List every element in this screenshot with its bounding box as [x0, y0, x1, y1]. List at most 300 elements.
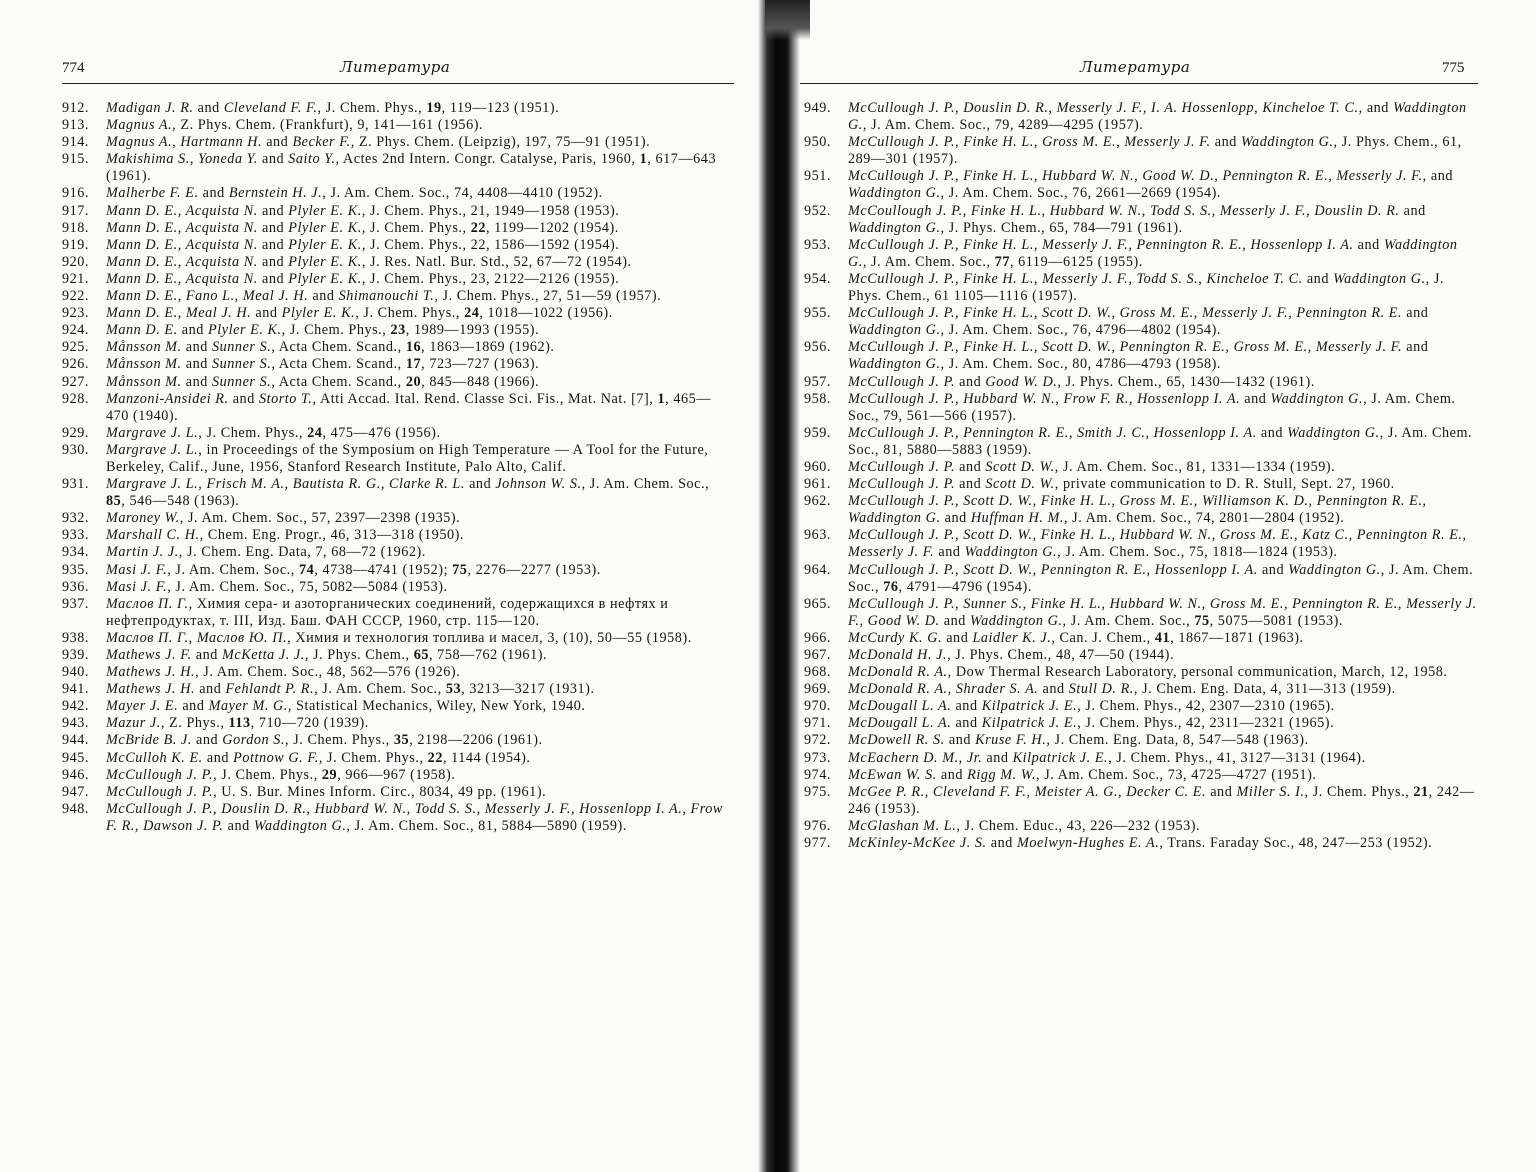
right-page [770, 0, 1536, 1172]
reference-authors: Plyler E. K. [288, 219, 362, 236]
reference-entry [62, 750, 730, 767]
reference-text: , J. Chem. Eng. Data, 7, 68—72 (1962). [178, 544, 426, 561]
reference-text: , J. Am. Chem. Soc., 76, 2661—2669 (1954). [940, 185, 1221, 202]
reference-authors: Mann D. E. [106, 322, 178, 339]
reference-number: 976. [804, 817, 832, 834]
reference-text: , Dow Thermal Research Laboratory, personal communication, March, 12, 1958. [947, 664, 1448, 681]
reference-authors: Sunner S. [212, 356, 272, 373]
reference-number: 925. [62, 339, 90, 356]
reference-text: , J. Am. Chem. Soc., 75, 5082—5084 (1953). [167, 578, 448, 595]
reference-authors: Kruse F. H. [975, 732, 1047, 749]
reference-authors: Mayer M. G. [208, 698, 288, 715]
reference-text: , J. Am. Chem. Soc., [581, 476, 710, 493]
reference-text: , 966—967 (1958). [337, 766, 456, 783]
reference-authors: Moelwyn-Hughes E. A. [1016, 835, 1160, 852]
reference-authors: McCullough J. P., Scott D. W., Finke H. L., Gross M. E., Williamson K. D., Pennington R. E., Waddington G. [848, 493, 1427, 527]
reference-volume: 22 [427, 749, 443, 766]
reference-text: , J. Phys. Chem., 65, 1430—1432 (1961). [1057, 373, 1315, 390]
reference-volume: 22 [470, 219, 486, 236]
reference-number: 918. [62, 219, 90, 236]
reference-entry [804, 425, 1480, 459]
reference-text: and [939, 612, 970, 629]
reference-number: 957. [804, 373, 832, 390]
reference-text: and [1353, 236, 1384, 253]
reference-text: , Z. Phys. Chem. (Leipzig), 197, 75—91 (1951). [350, 134, 651, 151]
reference-authors: Waddington G. [848, 185, 941, 202]
reference-text: , J. Chem. Phys., 27, 51—59 (1957). [434, 288, 662, 305]
reference-number: 975. [804, 783, 832, 800]
reference-volume: 24 [307, 424, 323, 441]
reference-text: , J. Chem. Educ., 43, 226—232 (1953). [956, 817, 1201, 834]
reference-authors: McCullough J. P., Douslin D. R., Hubbard W. N., Todd S. S., Messerly J. F., Hossenlopp I. A., Frow F. R., Dawson J. P. [106, 800, 723, 834]
reference-number: 936. [62, 578, 90, 595]
reference-number: 953. [804, 236, 832, 253]
reference-number: 965. [804, 595, 832, 612]
reference-authors: Rigg M. W. [967, 766, 1036, 783]
reference-entry [62, 322, 730, 339]
reference-text: , 1018—1022 (1956). [479, 305, 613, 322]
reference-number: 916. [62, 185, 90, 202]
reference-authors: Cleveland F. F. [223, 100, 318, 116]
reference-text: and [1402, 339, 1429, 356]
reference-text: , 710—720 (1939). [250, 715, 369, 732]
reference-number: 971. [804, 715, 832, 732]
reference-text: , J. Am. Chem. Soc., [314, 681, 446, 698]
reference-volume: 53 [445, 681, 462, 698]
reference-entry [62, 630, 730, 647]
reference-text: , 758—762 (1961). [428, 647, 548, 663]
reference-entry [62, 596, 730, 630]
reference-authors: Malherbe F. E. [106, 185, 199, 202]
reference-text: and [464, 476, 496, 493]
reference-text: , 1144 (1954). [442, 749, 531, 766]
reference-text: and [1038, 681, 1069, 698]
reference-entry [804, 100, 1480, 134]
reference-text: and [955, 373, 986, 390]
reference-entry [804, 596, 1480, 630]
reference-entry [62, 579, 730, 596]
reference-text: , J. Am. Chem. Soc., 48, 562—576 (1926). [195, 664, 461, 681]
reference-text: , Acta Chem. Scand., [271, 356, 406, 373]
reference-text: , J. Am. Chem. Soc., 74, 2801—2804 (1952). [1063, 510, 1345, 527]
reference-text: , J. Am. Chem. Soc., 74, 4408—4410 (1952). [322, 185, 603, 202]
reference-number: 970. [804, 698, 832, 715]
book-binding-shadow [765, 0, 810, 40]
reference-number: 972. [804, 732, 832, 749]
reference-number: 960. [804, 458, 832, 475]
reference-entry [62, 442, 730, 476]
reference-volume: 85 [106, 493, 122, 510]
reference-text: , 242—246 (1953). [848, 783, 1475, 817]
reference-text: , U. S. Bur. Mines Inform. Circ., 8034, 49 pp. (1961). [213, 783, 547, 800]
reference-text: , 1199—1202 (1954). [485, 219, 619, 236]
reference-entry [62, 698, 730, 715]
reference-text: , 617—643 (1961). [106, 151, 717, 185]
reference-entry [804, 818, 1480, 835]
reference-volume: 74 [298, 561, 315, 578]
reference-authors: McCurdy K. G. [848, 629, 943, 646]
reference-authors: Johnson W. S. [495, 476, 582, 493]
reference-text: and [951, 698, 982, 715]
reference-authors: Kilpatrick J. E. [1012, 749, 1109, 766]
reference-authors: McCullough J. P., Finke H. L., Scott D. W., Gross M. E., Messerly J. F., Pennington R. E. [848, 305, 1403, 322]
reference-text: and [955, 476, 986, 493]
reference-authors: Mann D. E., Acquista N. [106, 219, 258, 236]
reference-entry [62, 356, 730, 373]
reference-number: 949. [804, 100, 832, 116]
reference-entry [62, 562, 730, 579]
reference-authors: Waddington G. [848, 322, 941, 339]
reference-text: , private communication to D. R. Stull, Sept. 27, 1960. [1054, 476, 1395, 493]
reference-text: and [986, 835, 1017, 852]
reference-entry [804, 203, 1480, 237]
reference-entry [804, 476, 1480, 493]
reference-authors: Maroney W. [106, 510, 180, 527]
reference-volume: 65 [413, 647, 429, 663]
reference-number: 915. [62, 151, 90, 168]
reference-entry [62, 185, 730, 202]
reference-entry [804, 271, 1480, 305]
reference-authors: Waddington G. [848, 356, 941, 373]
reference-entry [804, 647, 1480, 664]
reference-text: and [262, 134, 293, 151]
reference-text: , 1989—1993 (1955). [405, 322, 540, 339]
reference-authors: Scott D. W. [985, 476, 1055, 493]
reference-authors: Plyler E. K. [281, 305, 356, 322]
reference-authors: Magnus A. [106, 117, 173, 134]
reference-entry [62, 254, 730, 271]
reference-text: , J. Chem. Phys., [281, 322, 391, 339]
reference-number: 929. [62, 424, 90, 441]
reference-authors: Marshall C. H. [106, 527, 200, 544]
reference-authors: Storto T. [258, 390, 313, 407]
reference-number: 927. [62, 373, 90, 390]
reference-text: , Chem. Eng. Progr., 46, 313—318 (1950). [199, 527, 464, 544]
reference-text: , 2198—2206 (1961). [409, 732, 543, 749]
reference-text: and [257, 202, 289, 219]
reference-authors: McCullough J. P., Scott D. W., Pennington R. E., Hossenlopp I. A. [848, 561, 1258, 578]
reference-entry [62, 476, 730, 510]
reference-text: and [257, 151, 289, 168]
reference-text: , Statistical Mechanics, Wiley, New York, 1940. [287, 698, 586, 715]
reference-authors: Waddington G. [1240, 134, 1334, 151]
reference-text: , J. Chem. Phys., 41, 3127—3131 (1964). [1108, 749, 1366, 766]
reference-text: , J. Chem. Phys., 21, 1949—1958 (1953). [361, 202, 620, 219]
reference-text: , 2276—2277 (1953). [467, 561, 601, 578]
reference-authors: McCullough J. P., Finke H. L., Messerly J. F., Pennington R. E., Hossenlopp I. A. [848, 236, 1354, 253]
reference-number: 940. [62, 664, 90, 681]
reference-authors: McDonald H. J. [848, 647, 948, 663]
reference-authors: McKinley-McKee J. S. [848, 835, 987, 852]
reference-text: , 119—123 (1951). [441, 100, 560, 116]
reference-authors: McDougall L. A. [848, 698, 952, 715]
reference-text: , J. Am. Chem. Soc., 81, 1331—1334 (1959). [1054, 458, 1336, 475]
reference-authors: McKetta J. J. [222, 647, 305, 663]
reference-number: 933. [62, 527, 90, 544]
reference-text: , Acta Chem. Scand., [271, 373, 406, 390]
reference-text: , 4738—4741 (1952); [314, 561, 453, 578]
reference-authors: Fehlandt P. R. [225, 681, 315, 698]
reference-text: , Atti Accad. Ital. Rend. Classe Sci. Fis., Mat. Nat. [7], [312, 390, 658, 407]
reference-number: 931. [62, 476, 90, 493]
reference-text: , J. Chem. Eng. Data, 4, 311—313 (1959). [1133, 681, 1396, 698]
reference-number: 942. [62, 698, 90, 715]
reference-volume: 19 [426, 100, 442, 116]
reference-text: and [177, 322, 209, 339]
reference-text: and [195, 681, 226, 698]
reference-number: 946. [62, 766, 90, 783]
reference-authors: Månsson M. [106, 356, 182, 373]
reference-text: , 845—848 (1966). [421, 373, 540, 390]
reference-authors: Waddington G. [970, 612, 1063, 629]
reference-entry [62, 732, 730, 749]
reference-authors: Masi J. F. [106, 561, 168, 578]
reference-authors: Маслов П. Г., Маслов Ю. П. [106, 629, 288, 646]
reference-number: 938. [62, 629, 90, 646]
reference-entry [804, 835, 1480, 852]
reference-entry [62, 271, 730, 288]
reference-authors: McCulloh K. E. [106, 749, 203, 766]
reference-authors: Margrave J. L. [106, 441, 199, 458]
reference-text: , J. Chem. Eng. Data, 8, 547—548 (1963). [1046, 732, 1309, 749]
reference-text: and [940, 510, 971, 527]
reference-number: 945. [62, 749, 90, 766]
reference-authors: Pottnow G. F. [233, 749, 319, 766]
reference-entry [804, 767, 1480, 784]
reference-text: and [257, 253, 289, 270]
reference-entry [804, 493, 1480, 527]
reference-text: , Химия и технология топлива и масел, 3, (10), 50—55 (1958). [287, 629, 692, 646]
reference-number: 928. [62, 390, 90, 407]
reference-text: and [191, 647, 223, 663]
reference-authors: Sunner S. [212, 373, 272, 390]
reference-authors: Маслов П. Г. [106, 595, 189, 612]
reference-authors: Plyler E. K. [288, 202, 362, 219]
reference-authors: McCoullough J. P., Finke H. L., Hubbard W. N., Todd S. S., Messerly J. F., Douslin D. R. [848, 202, 1400, 219]
reference-volume: 23 [390, 322, 406, 339]
reference-authors: Stull D. R. [1068, 681, 1134, 698]
reference-text: and [1240, 390, 1271, 407]
reference-authors: Mathews J. F. [106, 647, 192, 663]
reference-entry [804, 339, 1480, 373]
reference-number: 968. [804, 664, 832, 681]
reference-entry [804, 681, 1480, 698]
reference-text: , J. Chem. Phys., [318, 749, 428, 766]
reference-number: 917. [62, 202, 90, 219]
reference-number: 947. [62, 783, 90, 800]
reference-text: , J. Am. Chem. Soc., 81, 5880—5883 (1959). [848, 424, 1473, 458]
reference-authors: Huffman H. M. [970, 510, 1064, 527]
reference-text: , J. Am. Chem. Soc., 81, 5884—5890 (1959). [346, 817, 627, 834]
reference-text: and [181, 339, 212, 356]
reference-text: and [181, 356, 212, 373]
left-header-rule [62, 83, 734, 84]
reference-number: 923. [62, 305, 90, 322]
reference-text: and [181, 373, 212, 390]
reference-volume: 20 [405, 373, 422, 390]
reference-text: and [202, 749, 234, 766]
reference-authors: Mazur J. [106, 715, 161, 732]
reference-number: 961. [804, 476, 832, 493]
reference-number: 950. [804, 134, 832, 151]
reference-authors: Margrave J. L. [106, 424, 199, 441]
reference-authors: Waddington G. [1288, 561, 1381, 578]
book-binding-gutter [758, 0, 800, 1172]
reference-authors: Madigan J. R. [106, 100, 194, 116]
reference-authors: Miller S. I. [1236, 783, 1305, 800]
reference-text: , J. Am. Chem. Soc., 79, 561—566 (1957). [848, 390, 1456, 424]
left-running-head: Литература [340, 58, 451, 76]
reference-entry [62, 339, 730, 356]
reference-text: , J. Chem. Phys., [213, 766, 322, 783]
reference-text: and [257, 270, 289, 287]
reference-volume: 16 [405, 339, 422, 356]
reference-authors: Kilpatrick J. E. [981, 698, 1078, 715]
reference-authors: Waddington G. [1287, 424, 1380, 441]
reference-number: 944. [62, 732, 90, 749]
reference-text: and [1210, 134, 1241, 151]
reference-authors: McCullough J. P., Finke H. L., Scott D. W., Pennington R. E., Gross M. E., Messerly J. F. [848, 339, 1403, 356]
reference-entry [62, 100, 730, 117]
reference-text: and [257, 219, 289, 236]
reference-authors: McCullough J. P., Scott D. W., Finke H. L., Hubbard W. N., Gross M. E., Katz C., Pennington R. E., Messerly J. F. [848, 527, 1467, 561]
reference-entry [804, 750, 1480, 767]
reference-text: and [1257, 561, 1289, 578]
reference-text: , J. Chem. Phys., [198, 424, 308, 441]
reference-text: , J. Am. Chem. Soc., 79, 4289—4295 (1957). [862, 117, 1144, 134]
reference-number: 937. [62, 595, 90, 612]
reference-entry [804, 698, 1480, 715]
reference-authors: Månsson M. [106, 373, 182, 390]
reference-volume: 1 [639, 151, 648, 168]
reference-entry [62, 203, 730, 220]
reference-number: 966. [804, 629, 832, 646]
reference-number: 959. [804, 424, 832, 441]
reference-text: , 5075—5081 (1953). [1209, 612, 1344, 629]
reference-authors: McCullough J. P., Douslin D. R., Messerly J. F., I. A. Hossenlopp, Kincheloe T. C. [848, 100, 1359, 116]
reference-text: , 546—548 (1963). [121, 493, 240, 510]
reference-number: 951. [804, 168, 832, 185]
reference-authors: McDonald R. A. [848, 664, 948, 681]
reference-entry [804, 732, 1480, 749]
reference-number: 963. [804, 527, 832, 544]
reference-authors: Masi J. F. [106, 578, 168, 595]
reference-authors: Waddington G. [848, 100, 1467, 134]
reference-text: , J. Am. Chem. Soc., 76, 4796—4802 (1954). [940, 322, 1221, 339]
reference-number: 962. [804, 493, 832, 510]
reference-number: 964. [804, 561, 832, 578]
reference-authors: McCullough J. P. [106, 766, 214, 783]
reference-number: 914. [62, 134, 90, 151]
reference-text: and [1256, 424, 1288, 441]
reference-number: 969. [804, 681, 832, 698]
reference-authors: Gordon S. [222, 732, 286, 749]
reference-text: and [936, 766, 968, 783]
reference-number: 932. [62, 510, 90, 527]
reference-text: and [934, 544, 965, 561]
reference-authors: McDonald R. A., Shrader S. A. [848, 681, 1039, 698]
reference-authors: Plyler E. K. [208, 322, 282, 339]
reference-entry [62, 664, 730, 681]
reference-entry [62, 544, 730, 561]
reference-text: and [251, 305, 282, 322]
reference-authors: Becker F. [292, 134, 351, 151]
reference-number: 922. [62, 288, 90, 305]
reference-text: , J. Phys. Chem., [304, 647, 414, 663]
reference-number: 912. [62, 100, 90, 116]
reference-entry [804, 630, 1480, 647]
reference-text: and [223, 817, 254, 834]
reference-number: 974. [804, 766, 832, 783]
left-reference-list [62, 100, 730, 835]
reference-authors: McCullough J. P., Pennington R. E., Smith J. C., Hossenlopp I. A. [848, 424, 1257, 441]
reference-text: , J. Chem. Phys., 42, 2307—2310 (1965). [1077, 698, 1335, 715]
reference-number: 930. [62, 441, 90, 458]
reference-number: 920. [62, 253, 90, 270]
reference-text: , J. Am. Chem. Soc., 75, 1818—1824 (1953). [1057, 544, 1338, 561]
reference-authors: McCullough J. P., Finke H. L., Gross M. E., Messerly J. F. [848, 134, 1211, 151]
right-header-rule [800, 83, 1478, 84]
reference-text: and [951, 715, 982, 732]
reference-text: and [308, 288, 339, 305]
reference-volume: 29 [321, 766, 338, 783]
reference-authors: Margrave J. L., Frisch M. A., Bautista R. G., Clarke R. L. [106, 476, 465, 493]
reference-number: 967. [804, 647, 832, 663]
reference-entry [804, 664, 1480, 681]
reference-text: , 1867—1871 (1963). [1170, 629, 1304, 646]
reference-text: , J. Am. Chem. Soc., [848, 561, 1474, 595]
reference-entry [804, 715, 1480, 732]
right-page-number: 775 [1442, 60, 1465, 76]
reference-entry [804, 305, 1480, 339]
reference-text: , J. Am. Chem. Soc., [862, 253, 995, 270]
reference-authors: McGlashan M. L. [848, 817, 957, 834]
reference-entry [62, 647, 730, 664]
reference-authors: Makishima S., Yoneda Y. [106, 151, 258, 168]
reference-text: , 723—727 (1963). [421, 356, 540, 373]
reference-authors: Månsson M. [106, 339, 182, 356]
reference-entry [62, 305, 730, 322]
reference-number: 943. [62, 715, 90, 732]
reference-authors: Mayer J. E. [106, 698, 179, 715]
reference-authors: Mathews J. H. [106, 681, 196, 698]
reference-volume: 41 [1154, 629, 1171, 646]
reference-authors: Laidler K. J. [972, 629, 1052, 646]
reference-number: 939. [62, 647, 90, 663]
reference-text: and [178, 698, 209, 715]
reference-text: , J. Res. Natl. Bur. Std., 52, 67—72 (1954). [361, 253, 632, 270]
reference-authors: McCullough J. P., Sunner S., Finke H. L., Hubbard W. N., Gross M. E., Pennington R. E., Messerly J. F., Good W. D. [848, 595, 1477, 629]
reference-volume: 75 [1194, 612, 1210, 629]
reference-number: 948. [62, 800, 90, 817]
reference-entry [804, 168, 1480, 202]
reference-text: , Trans. Faraday Soc., 48, 247—253 (1952). [1159, 835, 1433, 852]
reference-text: , Z. Phys., [160, 715, 229, 732]
right-reference-list [804, 100, 1480, 852]
reference-entry [804, 134, 1480, 168]
reference-authors: Waddington G. [848, 236, 1458, 270]
reference-text: , 465—470 (1940). [106, 390, 711, 424]
reference-entry [804, 374, 1480, 391]
reference-entry [62, 801, 730, 835]
reference-entry [62, 134, 730, 151]
reference-text: and [944, 732, 976, 749]
reference-text: and [191, 732, 223, 749]
reference-text: , 6119—6125 (1955). [1009, 253, 1143, 270]
reference-authors: Mann D. E., Acquista N. [106, 236, 258, 253]
reference-number: 952. [804, 202, 832, 219]
reference-authors: McCullough J. P. [848, 476, 956, 493]
